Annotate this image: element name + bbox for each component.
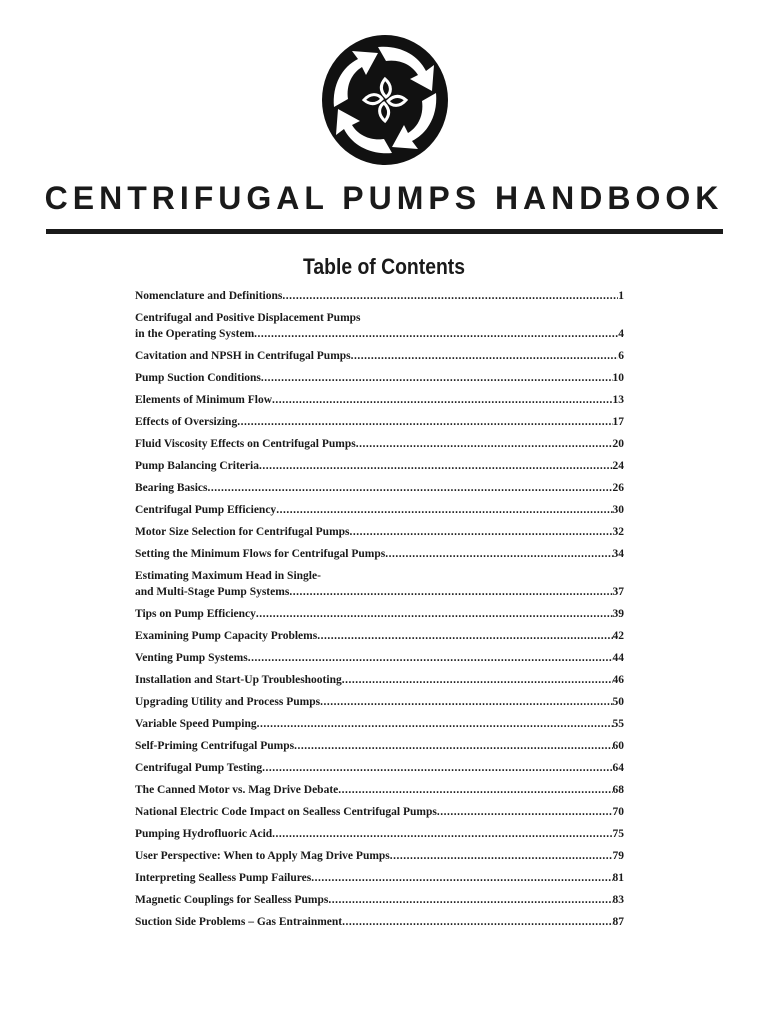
toc-page-number: 79 xyxy=(612,850,624,862)
document-title: CENTRIFUGAL PUMPS HANDBOOK xyxy=(44,180,724,216)
toc-entry xyxy=(135,628,624,644)
toc-leader-dots xyxy=(328,892,612,908)
toc-page-number: 81 xyxy=(612,872,624,884)
toc-entry-title: National Electric Code Impact on Sealless Centrifugal Pumps xyxy=(135,806,437,818)
toc-entry xyxy=(135,672,624,688)
toc-leader-dots xyxy=(342,672,613,688)
toc-entry xyxy=(135,848,624,864)
toc-entry xyxy=(135,782,624,798)
toc-entry xyxy=(135,760,624,776)
toc-entry xyxy=(135,826,624,842)
toc-page-number: 83 xyxy=(612,894,624,906)
toc-leader-dots xyxy=(276,502,612,518)
toc-entry xyxy=(135,502,624,518)
toc-entry-title: Elements of Minimum Flow xyxy=(135,394,273,406)
toc-page-number: 26 xyxy=(612,482,624,494)
toc-leader-dots xyxy=(437,804,613,820)
toc-leader-dots xyxy=(262,760,612,776)
toc-entry xyxy=(135,310,624,342)
toc-entry-title: Interpreting Sealless Pump Failures xyxy=(135,872,312,884)
circular-arrows-logo-icon xyxy=(320,33,450,167)
toc-entry xyxy=(135,458,624,474)
toc-page-number: 87 xyxy=(612,916,624,928)
toc-entry xyxy=(135,414,624,430)
toc-entry-line xyxy=(135,288,624,304)
toc-leader-dots xyxy=(261,370,613,386)
toc-entry-title: Self-Priming Centrifugal Pumps xyxy=(135,740,295,752)
toc-leader-dots xyxy=(311,870,612,886)
toc-leader-dots xyxy=(208,480,613,496)
toc-entry xyxy=(135,370,624,386)
toc-entry-title: Pumping Hydrofluoric Acid xyxy=(135,828,273,840)
toc-entry-title: Variable Speed Pumping xyxy=(135,718,257,730)
toc-page-number: 39 xyxy=(612,608,624,620)
toc-entry xyxy=(135,694,624,710)
toc-leader-dots xyxy=(385,546,612,562)
toc-entry-line xyxy=(135,606,624,622)
toc-entry xyxy=(135,392,624,408)
toc-leader-dots xyxy=(350,524,613,540)
toc-page-number: 24 xyxy=(612,460,624,472)
toc-entry-title: Magnetic Couplings for Sealless Pumps xyxy=(135,894,329,906)
toc-leader-dots xyxy=(351,348,619,364)
toc-page-number: 6 xyxy=(618,350,624,362)
toc-entry xyxy=(135,288,624,304)
toc-entry-line xyxy=(135,370,624,386)
toc-entry-title: Bearing Basics xyxy=(135,482,208,494)
toc-entry-line xyxy=(135,782,624,798)
toc-entry xyxy=(135,480,624,496)
toc-entry-line xyxy=(135,914,624,930)
toc-entry-line xyxy=(135,826,624,842)
toc-entry-line xyxy=(135,650,624,666)
toc-entry-line xyxy=(135,392,624,408)
toc-entry-title: Tips on Pump Efficiency xyxy=(135,608,256,620)
toc-leader-dots xyxy=(237,414,612,430)
toc-entry-title: Pump Balancing Criteria xyxy=(135,460,259,472)
toc-entry-line xyxy=(135,716,624,732)
title-rule xyxy=(46,229,723,234)
toc-page-number: 42 xyxy=(612,630,624,642)
toc-entry-title: Venting Pump Systems xyxy=(135,652,248,664)
toc-page-number: 70 xyxy=(612,806,624,818)
toc-entry xyxy=(135,892,624,908)
toc-entry-title: Motor Size Selection for Centrifugal Pumps xyxy=(135,526,350,538)
toc-entry-line xyxy=(135,804,624,820)
toc-leader-dots xyxy=(248,650,613,666)
toc-page-number: 10 xyxy=(612,372,624,384)
toc-entry-title: Upgrading Utility and Process Pumps xyxy=(135,696,321,708)
toc-entry-title: Cavitation and NPSH in Centrifugal Pumps xyxy=(135,350,351,362)
toc-leader-dots xyxy=(317,628,612,644)
toc-leader-dots xyxy=(338,782,612,798)
toc-leader-dots xyxy=(256,606,613,622)
toc-page-number: 13 xyxy=(612,394,624,406)
toc-page-number: 1 xyxy=(618,290,624,302)
toc-leader-dots xyxy=(294,738,612,754)
toc-leader-dots xyxy=(289,584,612,600)
toc-leader-dots xyxy=(254,326,618,342)
toc-page-number: 50 xyxy=(612,696,624,708)
toc-entry-line xyxy=(135,628,624,644)
toc-entry-title-line2: and Multi-Stage Pump Systems xyxy=(135,586,290,598)
toc-leader-dots xyxy=(320,694,612,710)
toc-entry-line xyxy=(135,672,624,688)
toc-entry-title: Suction Side Problems – Gas Entrainment xyxy=(135,916,343,928)
toc-entry-line xyxy=(135,738,624,754)
toc-page-number: 60 xyxy=(612,740,624,752)
toc-page-number: 55 xyxy=(612,718,624,730)
toc-entry-title: Setting the Minimum Flows for Centrifugal Pumps xyxy=(135,548,386,560)
toc-entry-title-line2: in the Operating System xyxy=(135,328,255,340)
toc-entry-title: Installation and Start-Up Troubleshooting xyxy=(135,674,342,686)
toc-entry-line xyxy=(135,502,624,518)
toc-entry-line xyxy=(135,436,624,452)
toc-entry-title: User Perspective: When to Apply Mag Drive Pumps xyxy=(135,850,390,862)
toc-entry-line xyxy=(135,348,624,364)
toc-entry xyxy=(135,870,624,886)
toc-entry-title-line1: Centrifugal and Positive Displacement Pumps xyxy=(135,312,361,324)
toc-page-number: 64 xyxy=(612,762,624,774)
toc-leader-dots xyxy=(390,848,613,864)
toc-leader-dots xyxy=(272,826,612,842)
toc-entry xyxy=(135,436,624,452)
toc-page-number: 46 xyxy=(612,674,624,686)
toc-heading: Table of Contents xyxy=(302,254,466,279)
toc-entry-title: Pump Suction Conditions xyxy=(135,372,261,384)
toc-page-number: 68 xyxy=(612,784,624,796)
toc-leader-dots xyxy=(342,914,612,930)
toc-entry-line xyxy=(135,584,624,600)
toc-leader-dots xyxy=(356,436,613,452)
toc-leader-dots xyxy=(282,288,618,304)
toc-leader-dots xyxy=(272,392,612,408)
toc-entry-line xyxy=(135,326,624,342)
toc-page-number: 30 xyxy=(612,504,624,516)
toc-entry-title: The Canned Motor vs. Mag Drive Debate xyxy=(135,784,339,796)
table-of-contents xyxy=(135,288,624,936)
toc-entry-title: Examining Pump Capacity Problems xyxy=(135,630,318,642)
toc-leader-dots xyxy=(257,716,613,732)
toc-entry xyxy=(135,546,624,562)
toc-entry xyxy=(135,738,624,754)
toc-entry-line xyxy=(135,458,624,474)
toc-page-number: 4 xyxy=(618,328,624,340)
toc-entry xyxy=(135,606,624,622)
toc-entry-title: Centrifugal Pump Testing xyxy=(135,762,263,774)
toc-entry xyxy=(135,568,624,600)
toc-page-number: 32 xyxy=(612,526,624,538)
toc-entry-title: Nomenclature and Definitions xyxy=(135,290,283,302)
toc-page-number: 20 xyxy=(612,438,624,450)
toc-entry-line xyxy=(135,892,624,908)
toc-entry-title: Fluid Viscosity Effects on Centrifugal Pumps xyxy=(135,438,356,450)
toc-entry-line xyxy=(135,760,624,776)
toc-page-number: 17 xyxy=(612,416,624,428)
toc-page-number: 75 xyxy=(612,828,624,840)
toc-entry-title: Effects of Oversizing xyxy=(135,416,238,428)
toc-entry xyxy=(135,804,624,820)
toc-page-number: 37 xyxy=(612,586,624,598)
toc-page-number: 44 xyxy=(612,652,624,664)
toc-entry xyxy=(135,716,624,732)
toc-page-number: 34 xyxy=(612,548,624,560)
toc-entry-line xyxy=(135,480,624,496)
toc-entry xyxy=(135,650,624,666)
toc-leader-dots xyxy=(259,458,613,474)
toc-entry-line xyxy=(135,848,624,864)
toc-entry-title: Centrifugal Pump Efficiency xyxy=(135,504,277,516)
toc-entry-line xyxy=(135,414,624,430)
toc-entry-line xyxy=(135,546,624,562)
toc-entry-line xyxy=(135,870,624,886)
toc-entry xyxy=(135,524,624,540)
toc-entry xyxy=(135,914,624,930)
toc-entry-line xyxy=(135,524,624,540)
toc-entry-title-line1: Estimating Maximum Head in Single- xyxy=(135,570,321,582)
toc-entry-line xyxy=(135,694,624,710)
toc-entry xyxy=(135,348,624,364)
